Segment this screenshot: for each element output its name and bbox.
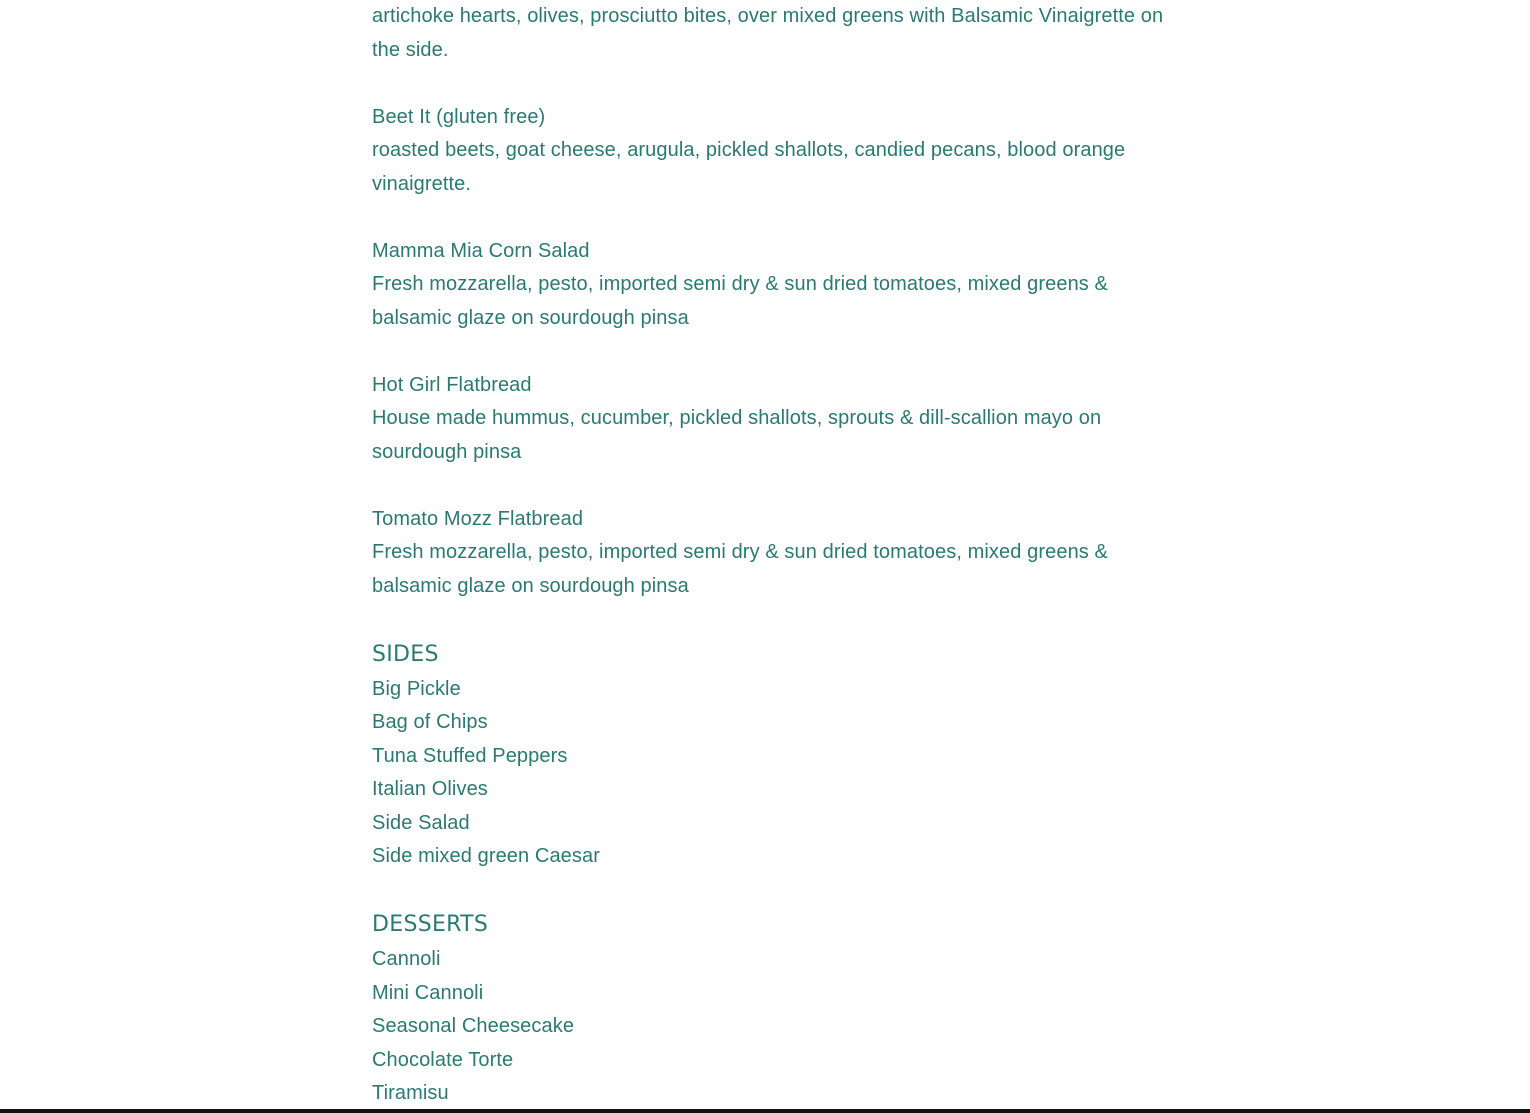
list-item: Tiramisu [372, 1082, 449, 1104]
menu-item [372, 369, 1172, 470]
list-item: Chocolate Torte [372, 1048, 514, 1071]
sides-heading: SIDES [372, 641, 439, 667]
menu-item [372, 101, 1172, 202]
menu-item-description: roasted beets, goat cheese, arugula, pickled shallots, candied pecans, blood orange vinaigrette. [372, 139, 1126, 195]
menu-item [372, 503, 1172, 604]
list-item: Cannoli [372, 948, 441, 970]
list-item: Italian Olives [372, 778, 488, 800]
bottom-divider [0, 1109, 1530, 1113]
menu-item-description: Fresh mozzarella, pesto, imported semi dry & sun dried tomatoes, mixed greens & balsamic glaze on sourdough pinsa [372, 541, 1108, 597]
menu-item-name: Mamma Mia Corn Salad [372, 239, 590, 262]
menu-item [372, 235, 1172, 336]
menu-item-description: House made hummus, cucumber, pickled shallots, sprouts & dill-scallion mayo on sourdough pinsa [372, 407, 1102, 463]
menu-item-description: Fresh mozzarella, pesto, imported semi dry & sun dried tomatoes, mixed greens & balsamic glaze on sourdough pinsa [372, 273, 1108, 329]
menu-item-name: Beet It (gluten free) [372, 105, 546, 128]
list-item: Tuna Stuffed Peppers [372, 744, 568, 767]
list-item: Seasonal Cheesecake [372, 1015, 575, 1037]
list-item: Side Salad [372, 811, 470, 834]
menu-content [372, 0, 1172, 1111]
list-item: Bag of Chips [372, 711, 488, 733]
sides-list [372, 673, 1172, 874]
menu-item-name: Tomato Mozz Flatbread [372, 507, 584, 530]
list-item: Mini Cannoli [372, 981, 484, 1004]
continued-description: artichoke hearts, olives, prosciutto bites, over mixed greens with Balsamic Vinaigrette on the side. [372, 5, 1164, 61]
desserts-heading: DESSERTS [372, 912, 489, 937]
desserts-list [372, 943, 1172, 1111]
list-item: Side mixed green Caesar [372, 845, 600, 867]
menu-item-name: Hot Girl Flatbread [372, 373, 532, 396]
list-item: Big Pickle [372, 677, 461, 700]
